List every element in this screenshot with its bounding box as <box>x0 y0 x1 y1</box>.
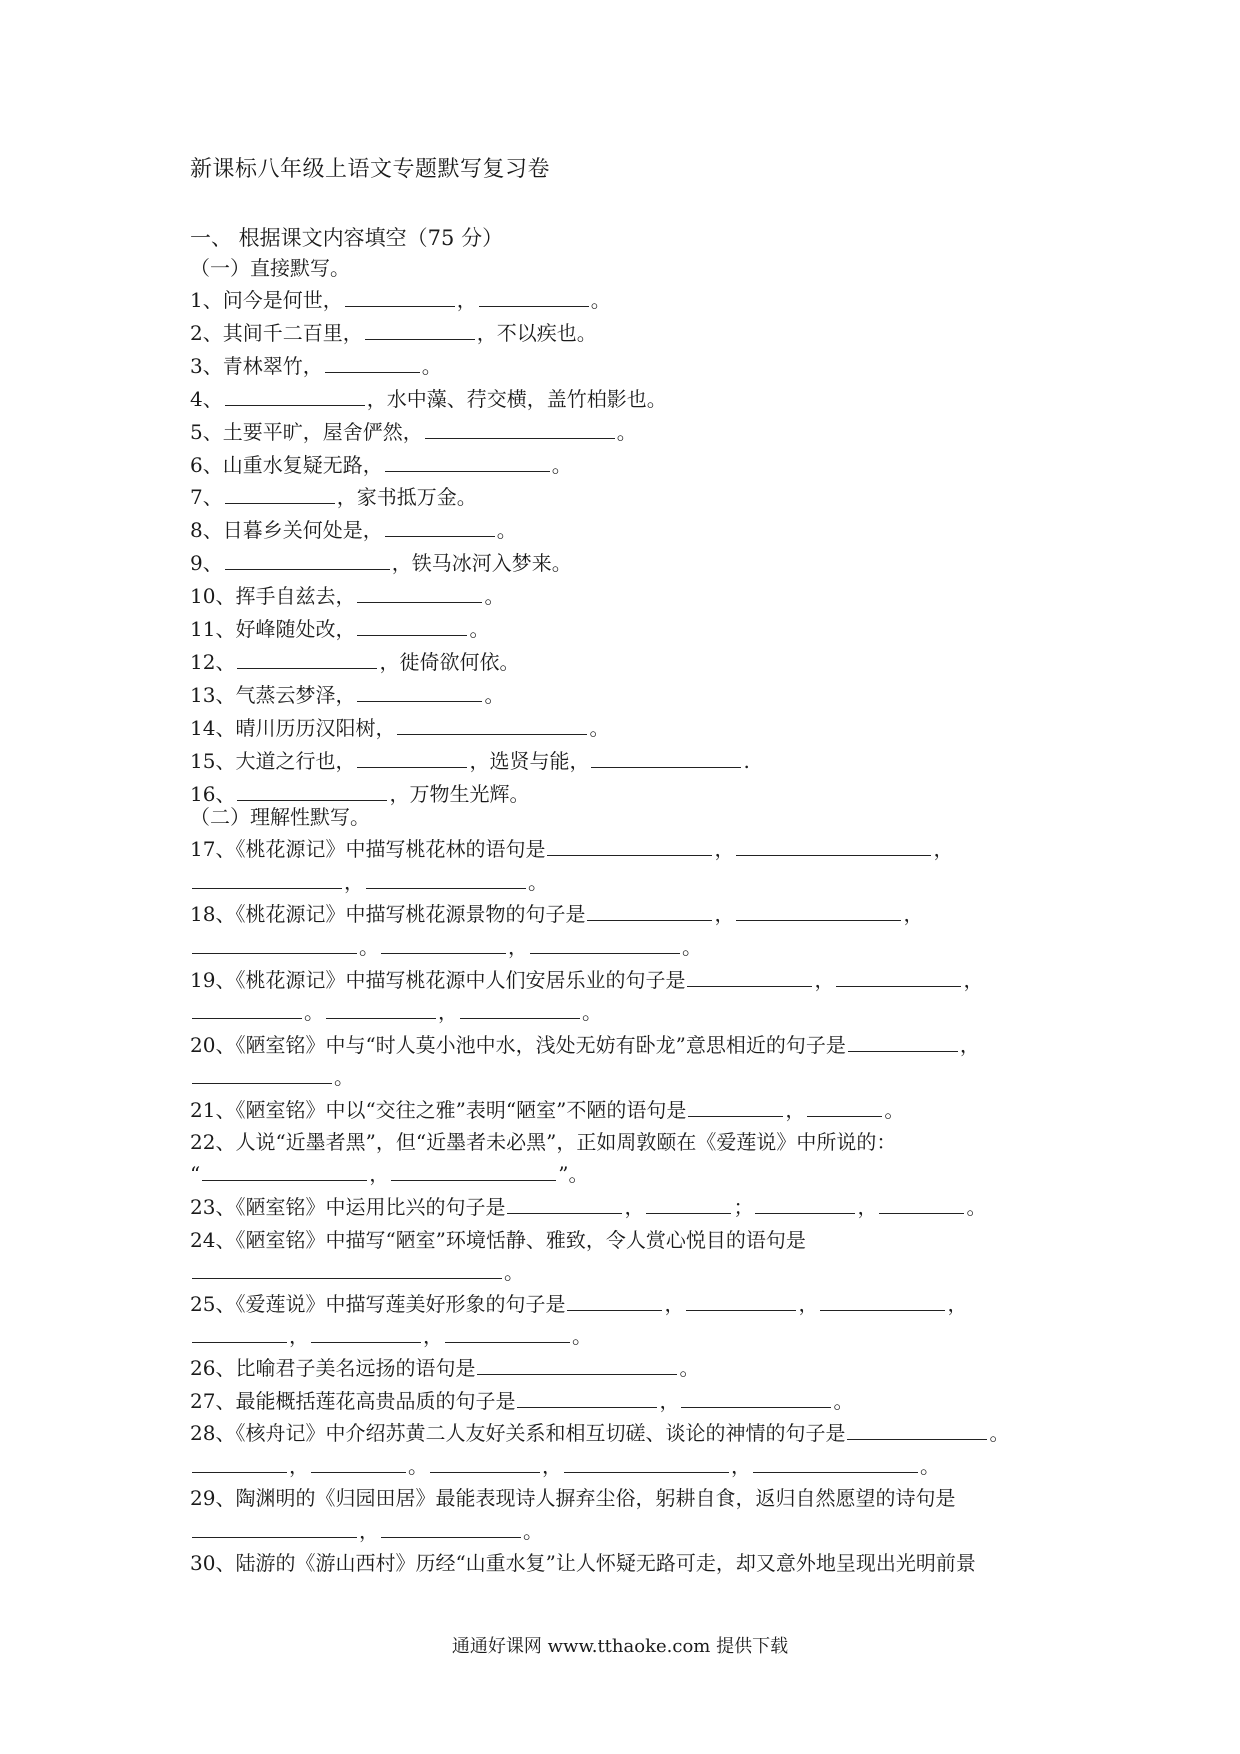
section-heading: 一、 根据课文内容填空（75 分） <box>190 226 504 250</box>
question-text: ， <box>714 837 735 861</box>
question-line <box>190 1549 976 1577</box>
question-line <box>190 1452 940 1480</box>
question-text: 。 <box>523 1519 543 1543</box>
question-text: ， <box>624 1195 645 1219</box>
answer-blank[interactable] <box>848 1031 958 1052</box>
answer-blank[interactable] <box>687 966 812 987</box>
answer-blank[interactable] <box>646 1193 731 1214</box>
answer-blank[interactable] <box>820 1290 945 1311</box>
answer-blank[interactable] <box>686 1290 796 1311</box>
question-line <box>190 1419 1009 1447</box>
question-text: ， <box>359 1519 379 1543</box>
question-text: ， <box>659 1389 680 1413</box>
question-text: ， <box>508 935 528 959</box>
question-text: ， <box>731 1454 751 1478</box>
answer-blank[interactable] <box>445 1322 570 1343</box>
answer-blank[interactable] <box>517 1387 657 1408</box>
answer-blank[interactable] <box>202 1160 367 1181</box>
question-text: ， <box>714 902 735 926</box>
question-text: 。 <box>616 419 637 444</box>
question-text: 8、日暮乡关何处是， <box>190 518 383 543</box>
question-line <box>190 1096 904 1124</box>
answer-blank[interactable] <box>397 714 587 735</box>
answer-blank[interactable] <box>225 483 335 504</box>
answer-blank[interactable] <box>326 998 436 1019</box>
question-text: ， <box>903 902 924 926</box>
answer-blank[interactable] <box>530 933 680 954</box>
question-text: ，不以疾也。 <box>476 320 597 345</box>
answer-blank[interactable] <box>192 933 357 954</box>
question-text: 4、 <box>190 386 223 411</box>
answer-blank[interactable] <box>365 319 475 340</box>
answer-blank[interactable] <box>507 1193 622 1214</box>
question-text: 。 <box>920 1454 940 1478</box>
question-text: ， <box>947 1292 968 1316</box>
question-text: 10、挥手自兹去， <box>190 584 356 609</box>
question-text: ，水中藻、荇交横，盖竹柏影也。 <box>366 386 667 411</box>
question-text: 。 <box>334 1065 354 1089</box>
question-text: 30、陆游的《游山西村》历经“山重水复”让人怀疑无路可走，却又意外地呈现出光明前景 <box>190 1551 976 1575</box>
question-text: ， <box>798 1292 819 1316</box>
question-line <box>190 451 572 479</box>
question-text: ，选贤与能， <box>469 748 590 773</box>
question-line <box>190 1063 354 1091</box>
answer-blank[interactable] <box>311 1322 421 1343</box>
question-text: 24、《陋室铭》中描写“陋室”环境恬静、雅致，令人赏心悦目的语句是 <box>190 1228 806 1252</box>
question-line <box>190 418 637 446</box>
question-text: ； <box>733 1195 754 1219</box>
question-line <box>190 933 702 961</box>
question-text: 。 <box>989 1421 1010 1445</box>
question-text: 20、《陋室铭》中与“时人莫小池中水，浅处无妨有卧龙”意思相近的句子是 <box>190 1033 846 1057</box>
question-text: 18、《桃花源记》中描写桃花源景物的句子是 <box>190 902 586 926</box>
answer-blank[interactable] <box>357 747 467 768</box>
question-text: 29、陶渊明的《归园田居》最能表现诗人摒弃尘俗，躬耕自食，返归自然愿望的诗句是 <box>190 1486 956 1510</box>
question-text: ， <box>857 1195 878 1219</box>
question-text: 。 <box>679 1356 700 1380</box>
question-text: 14、晴川历历汉阳树， <box>190 715 396 740</box>
answer-blank[interactable] <box>879 1193 964 1214</box>
question-text: 。 <box>421 353 442 378</box>
question-text: 。 <box>484 584 505 609</box>
question-text: ， <box>344 870 364 894</box>
answer-blank[interactable] <box>567 1290 662 1311</box>
question-text: 。 <box>469 617 490 641</box>
question-text: 。 <box>589 715 610 740</box>
question-text: 11、好峰随处改， <box>190 617 356 641</box>
answer-blank[interactable] <box>755 1193 855 1214</box>
question-text: 9、 <box>190 551 223 576</box>
question-line <box>190 1484 955 1512</box>
question-text: ，铁马冰河入梦来。 <box>391 551 572 576</box>
answer-blank[interactable] <box>192 1258 502 1279</box>
question-line <box>190 1160 588 1188</box>
question-text: 。 <box>551 452 572 477</box>
question-text: 13、气蒸云梦泽， <box>190 682 356 707</box>
question-text: ”。 <box>558 1162 589 1186</box>
question-text: 。 <box>590 288 611 312</box>
answer-blank[interactable] <box>192 998 302 1019</box>
question-line <box>190 582 504 610</box>
question-text: 。 <box>484 682 505 707</box>
question-text: 7、 <box>190 485 223 510</box>
question-text: 。 <box>833 1389 854 1413</box>
answer-blank[interactable] <box>192 1322 287 1343</box>
question-line <box>190 549 572 577</box>
question-text: 12、 <box>190 649 236 674</box>
question-text: 15、大道之行也， <box>190 748 356 773</box>
question-line <box>190 1193 986 1221</box>
question-line <box>190 516 517 544</box>
question-line <box>190 615 489 643</box>
answer-blank[interactable] <box>688 1096 783 1117</box>
question-text: ， <box>289 1324 309 1348</box>
answer-blank[interactable] <box>192 1452 287 1473</box>
footer-text: 通通好课网 www.tthaoke.com 提供下载 <box>451 1636 789 1657</box>
answer-blank[interactable] <box>345 286 455 307</box>
answer-blank[interactable] <box>564 1452 729 1473</box>
question-line <box>190 900 923 928</box>
question-line <box>190 966 983 994</box>
question-line <box>190 1387 853 1415</box>
answer-blank[interactable] <box>325 352 420 373</box>
question-text: “ <box>190 1162 201 1186</box>
answer-blank[interactable] <box>385 516 495 537</box>
question-text: 。 <box>359 935 379 959</box>
question-text: ，家书抵万金。 <box>336 485 477 510</box>
answer-blank[interactable] <box>225 549 390 570</box>
question-line <box>190 747 750 775</box>
question-line <box>190 648 519 676</box>
question-text: 3、青林翠竹， <box>190 353 323 378</box>
question-line <box>190 998 602 1026</box>
question-text: ， <box>664 1292 685 1316</box>
answer-blank[interactable] <box>225 385 365 406</box>
subsection-heading-direct: （一）直接默写。 <box>190 256 350 280</box>
answer-blank[interactable] <box>311 1452 406 1473</box>
question-text: 。 <box>582 1000 602 1024</box>
answer-blank[interactable] <box>836 966 961 987</box>
question-text: ， <box>785 1098 806 1122</box>
answer-blank[interactable] <box>391 1160 556 1181</box>
answer-blank[interactable] <box>192 868 342 889</box>
answer-blank[interactable] <box>681 1387 831 1408</box>
question-text: . <box>743 748 750 773</box>
answer-blank[interactable] <box>357 582 482 603</box>
question-line <box>190 1258 524 1286</box>
question-text: 16、 <box>190 781 236 806</box>
answer-blank[interactable] <box>192 1517 357 1538</box>
question-text: ，徙倚欲何依。 <box>379 649 520 674</box>
question-text: 25、《爱莲说》中描写莲美好形象的句子是 <box>190 1292 566 1316</box>
question-line <box>190 1354 699 1382</box>
question-text: ，万物生光辉。 <box>389 781 530 806</box>
question-line <box>190 1128 896 1156</box>
question-text: 。 <box>572 1324 592 1348</box>
question-text: ， <box>423 1324 443 1348</box>
answer-blank[interactable] <box>237 780 387 801</box>
answer-blank[interactable] <box>430 1452 540 1473</box>
question-text: 5、土要平旷，屋舍俨然， <box>190 419 423 444</box>
question-text: 。 <box>408 1454 428 1478</box>
question-line <box>190 385 667 413</box>
question-line <box>190 286 611 314</box>
question-text: ， <box>933 837 954 861</box>
answer-blank[interactable] <box>807 1096 882 1117</box>
answer-blank[interactable] <box>587 900 712 921</box>
question-text: ， <box>369 1162 390 1186</box>
answer-blank[interactable] <box>547 835 712 856</box>
answer-blank[interactable] <box>381 1517 521 1538</box>
question-line <box>190 1031 980 1059</box>
question-text: 27、最能概括莲花高贵品质的句子是 <box>190 1389 516 1413</box>
question-text: ， <box>289 1454 309 1478</box>
question-text: 。 <box>496 518 517 543</box>
question-text: 。 <box>966 1195 987 1219</box>
question-line <box>190 1517 543 1545</box>
subsection-heading-understanding: （二）理解性默写。 <box>190 805 370 829</box>
question-line <box>190 352 442 380</box>
question-text: 。 <box>682 935 702 959</box>
question-text: 17、《桃花源记》中描写桃花林的语句是 <box>190 837 546 861</box>
answer-blank[interactable] <box>385 451 550 472</box>
question-text: 2、其间千二百里， <box>190 320 363 345</box>
question-line <box>190 714 609 742</box>
question-text: 22、人说“近墨者黑”，但“近墨者未必黑”，正如周敦颐在《爱莲说》中所说的： <box>190 1130 897 1154</box>
question-text: 。 <box>528 870 548 894</box>
question-line <box>190 483 477 511</box>
question-line <box>190 1226 806 1254</box>
answer-blank[interactable] <box>460 998 580 1019</box>
question-text: 。 <box>304 1000 324 1024</box>
question-line <box>190 319 597 347</box>
question-line <box>190 868 548 896</box>
question-text: 26、比喻君子美名远扬的语句是 <box>190 1356 476 1380</box>
question-text: 28、《核舟记》中介绍苏黄二人友好关系和相互切磋、谈论的神情的句子是 <box>190 1421 846 1445</box>
answer-blank[interactable] <box>477 1354 677 1375</box>
answer-blank[interactable] <box>192 1063 332 1084</box>
answer-blank[interactable] <box>381 933 506 954</box>
question-text: 。 <box>884 1098 905 1122</box>
question-text: 19、《桃花源记》中描写桃花源中人们安居乐业的句子是 <box>190 968 686 992</box>
question-text: ， <box>542 1454 562 1478</box>
question-text: 6、山重水复疑无路， <box>190 452 383 477</box>
answer-blank[interactable] <box>736 900 901 921</box>
question-text: ， <box>456 288 477 312</box>
question-text: 。 <box>504 1260 524 1284</box>
answer-blank[interactable] <box>357 681 482 702</box>
answer-blank[interactable] <box>366 868 526 889</box>
question-text: 23、《陋室铭》中运用比兴的句子是 <box>190 1195 506 1219</box>
question-text: ， <box>438 1000 458 1024</box>
question-text: 1、问今是何世， <box>190 288 343 312</box>
answer-blank[interactable] <box>736 835 931 856</box>
answer-blank[interactable] <box>357 615 467 636</box>
question-text: 21、《陋室铭》中以“交往之雅”表明“陋室”不陋的语句是 <box>190 1098 687 1122</box>
answer-blank[interactable] <box>847 1419 987 1440</box>
answer-blank[interactable] <box>753 1452 918 1473</box>
question-line <box>190 1322 592 1350</box>
question-line <box>190 1290 967 1318</box>
page-title: 新课标八年级上语文专题默写复习卷 <box>190 157 551 182</box>
answer-blank[interactable] <box>591 747 741 768</box>
question-line <box>190 681 504 709</box>
question-text: ， <box>963 968 984 992</box>
answer-blank[interactable] <box>237 648 377 669</box>
answer-blank[interactable] <box>425 418 615 439</box>
question-text: ， <box>814 968 835 992</box>
answer-blank[interactable] <box>479 286 589 307</box>
question-text: ， <box>959 1033 980 1057</box>
question-line <box>190 835 953 863</box>
